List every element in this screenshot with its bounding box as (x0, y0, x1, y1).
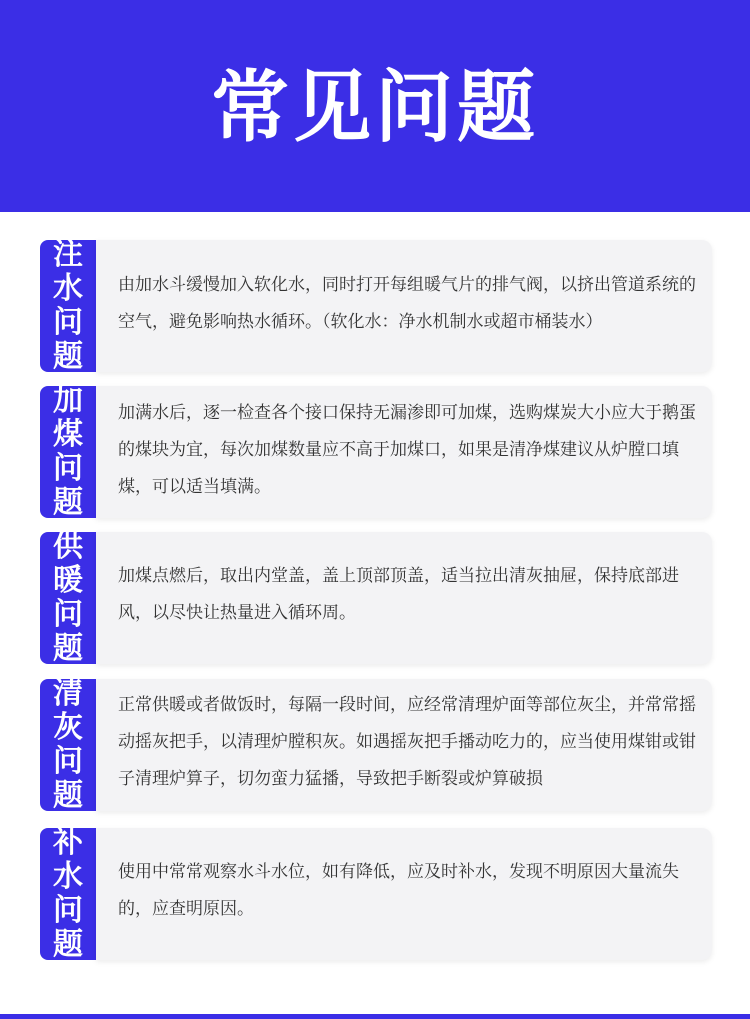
faq-body (96, 386, 712, 518)
faq-tab (40, 529, 96, 666)
faq-tab (40, 825, 96, 962)
faq-tab-char: 题 (53, 631, 83, 666)
faq-card-coal-adding (40, 383, 712, 520)
faq-tab-char: 问 (53, 305, 83, 340)
faq-tab (40, 237, 96, 374)
faq-tab-char: 题 (53, 778, 83, 813)
faq-body (96, 240, 712, 372)
faq-card-ash-cleaning (40, 676, 712, 813)
faq-tab-char: 暖 (53, 563, 83, 598)
faq-text: 加满水后，逐一检查各个接口保持无漏渗即可加煤，选购煤炭大小应大于鹅蛋的煤块为宜，每次加煤数量应不高于加煤口，如果是清净煤建议从炉膛口填煤，可以适当填满。 (118, 403, 696, 497)
faq-tab-char: 水 (53, 271, 83, 306)
faq-tab-char: 题 (53, 339, 83, 374)
faq-tab-char: 问 (53, 893, 83, 928)
faq-tab-char: 注 (53, 237, 83, 272)
faq-tab-char: 补 (53, 825, 83, 860)
faq-text: 正常供暖或者做饭时，每隔一段时间，应经常清理炉面等部位灰尘，并常常摇动摇灰把手，以清理炉膛积灰。如遇摇灰把手播动吃力的，应当使用煤钳或钳子清理炉算子，切勿蛮力猛播，导致把手断裂或炉算破损 (118, 695, 696, 789)
faq-tab-char: 清 (53, 676, 83, 711)
faq-tab (40, 676, 96, 813)
faq-tab-char: 煤 (53, 417, 83, 452)
faq-tab (40, 383, 96, 520)
bottom-divider (0, 1014, 750, 1019)
faq-card-water-refill (40, 825, 712, 962)
faq-tab-char: 水 (53, 859, 83, 894)
faq-text: 使用中常常观察水斗水位，如有降低，应及时补水，发现不明原因大量流失的，应查明原因。 (118, 862, 679, 919)
faq-body (96, 532, 712, 664)
faq-card-heating (40, 529, 712, 666)
faq-tab-char: 题 (53, 927, 83, 962)
faq-text: 由加水斗缓慢加入软化水，同时打开每组暖气片的排气阀，以挤出管道系统的空气，避免影响热水循环。（软化水：净水机制水或超市桶装水） (118, 275, 696, 332)
faq-body (96, 679, 712, 811)
page-title: 常见问题 (210, 63, 539, 153)
faq-tab-char: 灰 (53, 710, 83, 745)
faq-tab-char: 问 (53, 451, 83, 486)
faq-tab-char: 供 (53, 529, 83, 564)
faq-body (96, 828, 712, 960)
page-header (0, 0, 750, 212)
faq-text: 加煤点燃后，取出内堂盖，盖上顶部顶盖，适当拉出清灰抽屉，保持底部进风，以尽快让热量进入循环周。 (118, 566, 679, 623)
faq-tab-char: 问 (53, 744, 83, 779)
faq-tab-char: 问 (53, 597, 83, 632)
faq-tab-char: 加 (53, 383, 83, 418)
faq-tab-char: 题 (53, 485, 83, 520)
faq-card-water-filling (40, 237, 712, 374)
